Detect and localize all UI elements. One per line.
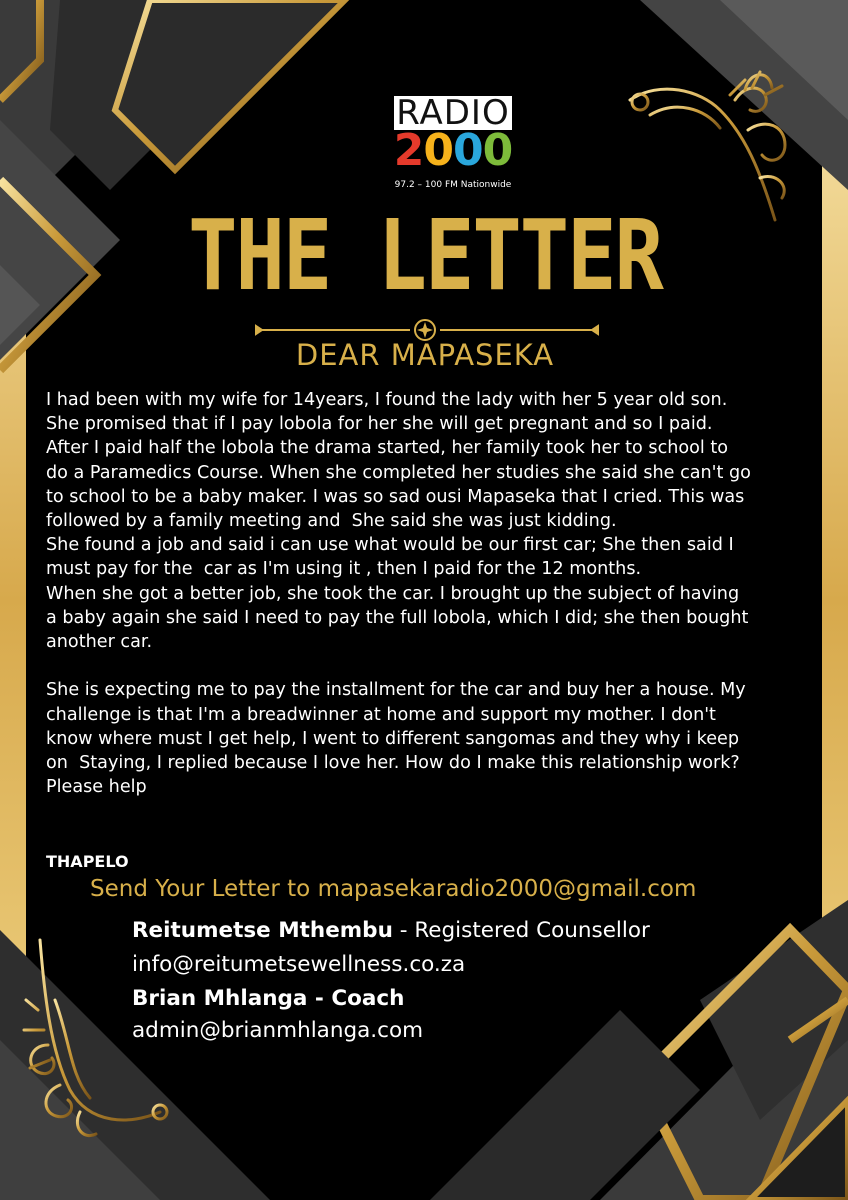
letter-signature: THAPELO (46, 852, 129, 871)
radio-2000-logo (378, 93, 528, 191)
logo-tagline: 97.2 – 100 FM Nationwide (392, 179, 515, 191)
counsellor-line (132, 918, 650, 943)
counsellor-email: info@reitumetsewellness.co.za (132, 952, 466, 977)
logo-digit: 0 (453, 125, 483, 176)
subtitle: DEAR MAPASEKA (295, 338, 555, 372)
page-title: THE LETTER (188, 200, 662, 313)
coach-line (132, 986, 404, 1011)
send-letter-line: Send Your Letter to mapasekaradio2000@gmail.com (90, 876, 697, 902)
logo-digit: 0 (482, 125, 513, 176)
star-ornament-icon (256, 320, 598, 340)
letter-body: I had been with my wife for 14years, I found the lady with her 5 year old son. She promised that if I pay lobola for her she will get pregnant and so I paid. After I paid half the lobola the drama started, her family took her to school to do a Paramedics Course. When she completed her studies she said she can't go to school to be a baby maker. I was so sad ousi Mapaseka that I cried. This was followed by a family meeting and She said she was just kidding. She found a job and said i can use what would be our first car; She then said I must pay for the car as I'm using it , then I paid for the 12 months. When she got a better job, she took the car. I brought up the subject of having a baby again she said I need to pay the full lobola, which I did; she then bought another car. She is expecting me to pay the installment for the car and buy her a house. My challenge is that I'm a breadwinner at home and support my mother. I don't know where must I get help, I went to different sangomas and they why i keep on Staying, I replied because I love her. How do I make this relationship work? Please help (46, 390, 751, 798)
logo-radio-word: RADIO (396, 93, 510, 133)
logo-digit: 0 (423, 125, 453, 176)
logo-2000 (378, 125, 528, 176)
coach-email: admin@brianmhlanga.com (132, 1018, 424, 1043)
coach-name: Brian Mhlanga - Coach (132, 986, 405, 1011)
counsellor-name: Reitumetse Mthembu (132, 918, 393, 943)
counsellor-role: - Registered Counsellor (392, 918, 650, 943)
logo-digit: 2 (393, 125, 424, 176)
